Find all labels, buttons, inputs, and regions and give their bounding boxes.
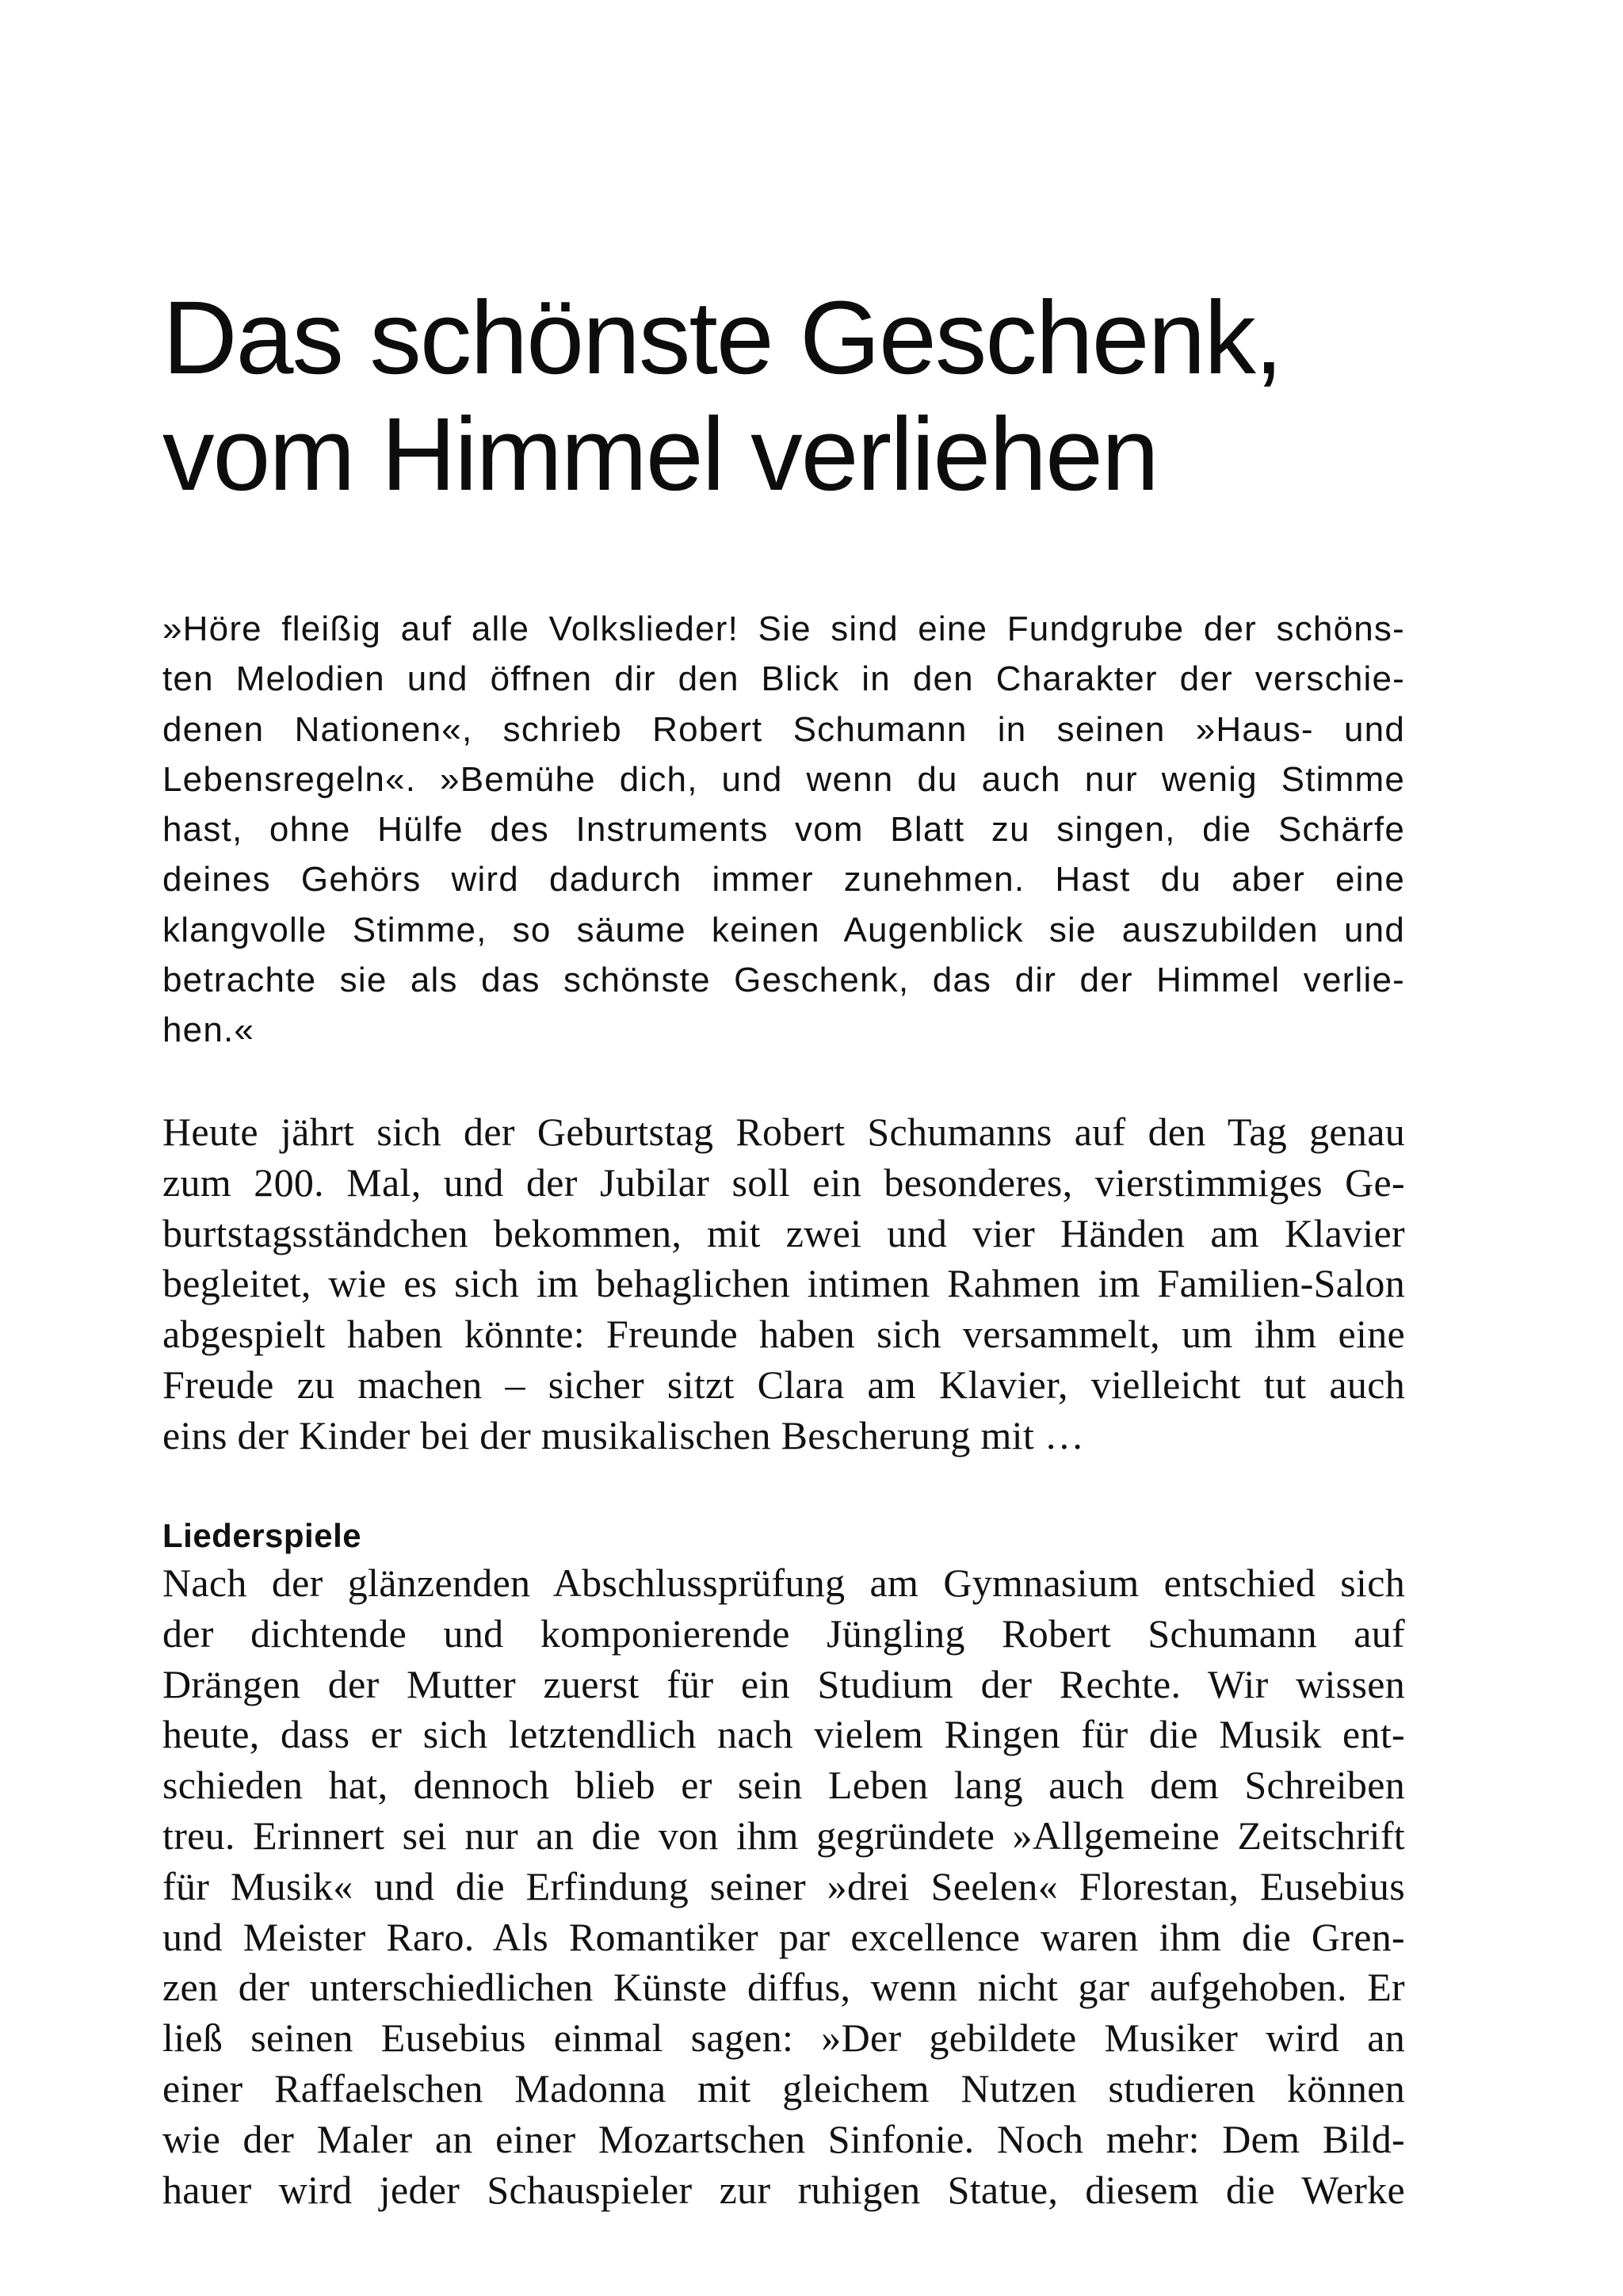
body-line: hauer wird jeder Schauspieler zur ruhigen Statue, diesem die Werke [162, 2167, 1405, 2212]
body-line: für Musik« und die Erfindung seiner »drei Seelen« Florestan, Eusebius [162, 1863, 1405, 1908]
body-line: Nach der glänzenden Abschlussprüfung am Gymnasium entschied sich [162, 1561, 1405, 1605]
section-heading: Liederspiele [162, 1517, 362, 1554]
body-line: Drängen der Mutter zuerst für ein Studium der Rechte. Wir wissen [162, 1661, 1405, 1706]
body-line: wie der Maler an einer Mozartschen Sinfonie. Noch mehr: Dem Bild- [162, 2116, 1405, 2161]
body-line: heute, dass er sich letztendlich nach vielem Ringen für die Musik ent- [162, 1712, 1405, 1757]
intro-line: Heute jährt sich der Geburtstag Robert Schumanns auf den Tag genau [162, 1110, 1405, 1154]
intro-line: burtstagsständchen bekommen, mit zwei und vier Händen am Klavier [162, 1210, 1405, 1255]
intro-line: eins der Kinder bei der musikalischen Bescherung mit … [162, 1412, 1085, 1457]
section-body-paragraph [162, 1558, 1405, 2215]
quote-line: klangvolle Stimme, so säume keinen Augenblick sie auszubilden und [162, 910, 1405, 949]
intro-line: abgespielt haben könnte: Freunde haben sich versammelt, um ihm eine [162, 1312, 1405, 1357]
page-title [162, 279, 1281, 512]
quote-line: hen.« [162, 1010, 255, 1050]
quote-line: ten Melodien und öffnen dir den Blick in den Charakter der verschie- [162, 659, 1405, 699]
quote-line: deines Gehörs wird dadurch immer zunehmen. Hast du aber eine [162, 860, 1405, 900]
intro-line: zum 200. Mal, und der Jubilar soll ein besonderes, vierstimmiges Ge- [162, 1159, 1405, 1205]
quote-line: »Höre fleißig auf alle Volkslieder! Sie sind eine Fundgrube der schöns- [162, 609, 1405, 648]
intro-line: Freude zu machen – sicher sitzt Clara am Klavier, vielleicht tut auch [162, 1362, 1405, 1407]
intro-paragraph [162, 1107, 1405, 1461]
quote-line: Lebensregeln«. »Bemühe dich, und wenn du auch nur wenig Stimme [162, 759, 1405, 799]
body-line: einer Raffaelschen Madonna mit gleichem Nutzen studieren können [162, 2065, 1405, 2111]
body-line: der dichtende und komponierende Jüngling Robert Schumann auf [162, 1610, 1405, 1656]
body-line: und Meister Raro. Als Romantiker par excellence waren ihm die Gren- [162, 1914, 1405, 1959]
quote-line: denen Nationen«, schrieb Robert Schumann in seinen »Haus- und [162, 709, 1405, 749]
schumann-quote-paragraph [162, 604, 1405, 1056]
document-page [162, 0, 1405, 2296]
title-line-1: Das schönste Geschenk, [162, 279, 1282, 395]
body-line: zen der unterschiedlichen Künste diffus, wenn nicht gar aufgehoben. Er [162, 1965, 1405, 2010]
body-line: schieden hat, dennoch blieb er sein Leben lang auch dem Schreiben [162, 1763, 1405, 1808]
body-line: treu. Erinnert sei nur an die von ihm gegründete »Allgemeine Zeitschrift [162, 1813, 1405, 1858]
intro-line: begleitet, wie es sich im behaglichen intimen Rahmen im Familien-Salon [162, 1261, 1405, 1306]
quote-line: hast, ohne Hülfe des Instruments vom Blatt zu singen, die Schärfe [162, 810, 1405, 850]
title-line-2: vom Himmel verliehen [162, 395, 1158, 512]
body-line: ließ seinen Eusebius einmal sagen: »Der gebildete Musiker wird an [162, 2015, 1405, 2061]
quote-line: betrachte sie als das schönste Geschenk, das dir der Himmel verlie- [162, 961, 1405, 1000]
